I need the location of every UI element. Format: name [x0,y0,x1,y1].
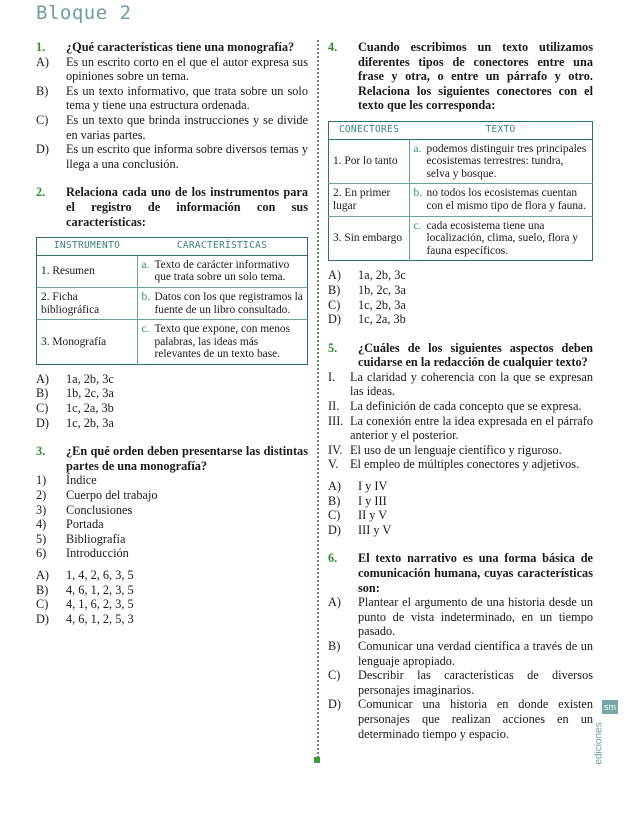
option-text: Plantear el argumento de una historia desde un punto de vista indeterminado, en un tiempo pasado. [358,595,593,639]
right-column [328,40,593,741]
question-number: 5. [328,340,338,355]
item-text: Introducción [66,546,129,561]
question-number: 4. [328,40,338,54]
table-cell [137,320,308,365]
table-cell [137,287,308,319]
option-text: II y V [358,508,388,523]
option-text: 1c, 2b, 3a [66,415,114,430]
option-letter: A) [328,595,341,610]
option-text: 1b, 2c, 3a [358,282,406,297]
item-number: 6) [36,546,47,561]
question-text: ¿Qué características tiene una monografía? [66,40,295,54]
table-header: TEXTO [409,121,593,139]
option-text: Comunicar una historia en donde existen personajes que realizan acciones en un determinado tiempo y espacio. [358,697,593,741]
question-text: Cuando escribimos un texto utilizamos diferentes tipos de conectores entre una frase y otra, o entre un párrafo y otro. Relaciona los siguientes conectores con el texto que les corresponda: [358,40,593,113]
option-text: 4, 1, 6, 2, 3, 5 [66,597,134,612]
item-number: 2) [36,488,47,503]
option-text: Es un escrito que informa sobre diversos temas y llega a una conclusión. [66,142,308,171]
item-number: I. [328,369,336,384]
question-1 [36,40,308,55]
answer-option[interactable] [36,386,308,401]
table-cell: 3. Sin embargo [329,216,410,261]
item-number: IV. [328,442,343,457]
option-letter: C) [36,597,49,612]
option-letter: B) [36,582,49,597]
answer-option[interactable] [36,612,308,627]
table-row [37,287,308,319]
table-cell: 1. Resumen [37,255,138,287]
item-text: Cuerpo del trabajo [66,488,158,503]
option-text: Comunicar una verdad científica a través de un lenguaje apropiado. [358,638,593,668]
item-key: c. [413,219,422,232]
answer-option[interactable] [36,568,308,583]
option-letter: D) [36,611,49,626]
answer-option[interactable] [36,372,308,387]
answer-option[interactable] [328,479,593,494]
option-text: 1a, 2b, 3c [66,371,114,386]
list-item [328,457,593,472]
connectors-table [328,121,593,261]
option-text: 1a, 2b, 3c [358,268,406,283]
column-divider [317,40,319,758]
answer-option[interactable] [328,697,593,741]
option-text: III y V [358,522,392,537]
question-6 [328,551,593,595]
item-number: II. [328,399,340,414]
list-item [36,517,308,532]
answer-option[interactable] [36,416,308,431]
item-key: a. [141,258,150,271]
item-text: La conexión entre la idea expresada en el párrafo anterior y el posterior. [350,413,593,443]
answer-option[interactable] [36,84,308,113]
item-text: Texto de carácter informativo que trata sobre un solo tema. [154,258,290,284]
item-text: Conclusiones [66,502,133,517]
question-text: ¿En qué orden deben presentarse las distintas partes de una monografía? [66,444,308,473]
option-letter: C) [328,297,341,312]
question-3 [36,444,308,473]
question-4 [328,40,593,113]
list-item [328,399,593,414]
list-item [328,370,593,399]
option-letter: A) [36,54,49,69]
option-text: Es un texto informativo, que trata sobre un solo tema y tiene una estructura ordenada. [66,83,308,113]
answer-option[interactable] [328,298,593,313]
option-letter: B) [328,493,341,508]
table-header: CARACTERÍSTICAS [137,238,308,256]
option-text: 1c, 2b, 3a [358,297,406,312]
option-letter: B) [36,83,49,98]
answer-option[interactable] [36,113,308,142]
item-number: V. [328,457,339,472]
question-text: Relaciona cada uno de los instrumentos para el registro de información con sus características: [66,185,308,229]
option-letter: C) [36,401,49,416]
item-number: III. [328,413,344,428]
option-letter: A) [36,568,49,582]
table-row [329,184,593,216]
question-number: 1. [36,40,46,54]
item-key: b. [141,290,151,303]
table-cell: 2. En primer lugar [329,184,410,216]
table-cell: 2. Ficha bibliográfica [37,287,138,319]
option-letter: A) [36,371,49,386]
item-number: 3) [36,502,47,517]
list-item [36,532,308,547]
item-text: La definición de cada concepto que se expresa. [350,399,582,414]
page-title: Bloque 2 [36,2,132,24]
item-key: b. [413,187,423,200]
option-text: I y III [358,493,387,508]
publisher-mark [593,700,620,765]
question-2 [36,185,308,229]
item-key: a. [413,142,422,155]
answer-option[interactable] [36,597,308,612]
option-letter: B) [328,638,341,653]
option-letter: D) [328,312,341,327]
option-text: 1c, 2a, 3b [66,401,114,416]
option-letter: C) [36,112,49,127]
answer-option[interactable] [36,583,308,598]
table-cell: 3. Monografía [37,320,138,365]
list-item [328,414,593,443]
list-item [36,546,308,561]
answer-option[interactable] [36,142,308,171]
option-text: 4, 6, 1, 2, 5, 3 [66,611,134,626]
table-row [329,216,593,261]
option-letter: A) [328,479,341,494]
table-row [329,139,593,184]
item-text: podemos distinguir tres principales ecosistemas terrestres: tundra, selva y bosque. [426,142,587,180]
option-text: 4, 6, 1, 2, 3, 5 [66,582,134,597]
answer-option[interactable] [328,283,593,298]
option-letter: B) [328,282,341,297]
answer-option[interactable] [328,508,593,523]
table-row [37,255,308,287]
item-text: La claridad y coherencia con la que se expresan las ideas. [350,369,593,399]
option-letter: A) [328,268,341,283]
question-text: ¿Cuáles de los siguientes aspectos deben cuidarse en la redacción de cualquier texto? [358,340,593,370]
question-5 [328,341,593,370]
item-number: 1) [36,473,47,488]
table-cell [409,216,593,261]
answer-option[interactable] [328,639,593,668]
question-number: 6. [328,551,338,566]
answer-option[interactable] [328,595,593,639]
item-key: c. [141,323,150,336]
item-text: Bibliografía [66,531,126,546]
publisher-name: ediciones [593,722,605,765]
answer-option[interactable] [328,523,593,538]
item-text: El empleo de múltiples conectores y adjetivos. [350,457,580,472]
table-row [37,320,308,365]
option-text: Es un texto que brinda instrucciones y se divide en varias partes. [66,112,308,142]
option-text: 1b, 2c, 3a [66,386,114,401]
publisher-badge: sm [604,702,616,712]
option-text: Es un escrito corto en el que el autor expresa sus opiniones sobre un tema. [66,54,308,84]
item-text: Índice [66,473,97,488]
divider-marker [314,757,320,763]
list-item [36,488,308,503]
question-number: 3. [36,444,46,459]
option-letter: C) [328,508,341,523]
item-number: 4) [36,517,47,532]
item-number: 5) [36,531,47,546]
table-cell [409,184,593,216]
list-item [36,473,308,488]
table-header: INSTRUMENTO [37,238,138,256]
answer-option[interactable] [36,55,308,84]
question-text: El texto narrativo es una forma básica de comunicación humana, cuyas características son: [358,551,593,595]
item-text: cada ecosistema tiene una localización, clima, suelo, flora y fauna específicos. [426,219,578,257]
option-letter: D) [36,415,49,430]
option-letter: C) [328,668,341,683]
option-letter: B) [36,386,49,401]
list-item [36,503,308,518]
table-cell [409,139,593,184]
answer-option[interactable] [328,494,593,509]
answer-option[interactable] [36,401,308,416]
item-text: Portada [66,517,104,532]
left-column [36,40,308,626]
instruments-table [36,237,308,365]
option-letter: D) [36,142,49,157]
answer-option[interactable] [328,668,593,697]
answer-option[interactable] [328,312,593,327]
table-header: CONECTORES [329,121,410,139]
item-text: Datos con los que registramos la fuente de un libro consultado. [154,290,303,316]
list-item [328,443,593,458]
option-text: 1c, 2a, 3b [358,312,406,327]
table-cell [137,255,308,287]
table-cell: 1. Por lo tanto [329,139,410,184]
option-letter: D) [328,697,341,712]
option-letter: D) [328,522,341,537]
option-text: I y IV [358,479,388,494]
item-text: no todos los ecosistemas cuentan con el mismo tipo de flora y fauna. [426,187,586,212]
answer-option[interactable] [328,268,593,283]
option-text: 1, 4, 2, 6, 3, 5 [66,568,134,582]
question-number: 2. [36,185,46,200]
item-text: Texto que expone, con menos palabras, las ideas más relevantes de un texto base. [154,323,291,361]
option-text: Describir las características de diversos personajes imaginarios. [358,668,593,697]
item-text: El uso de un lenguaje científico y riguroso. [350,442,562,457]
